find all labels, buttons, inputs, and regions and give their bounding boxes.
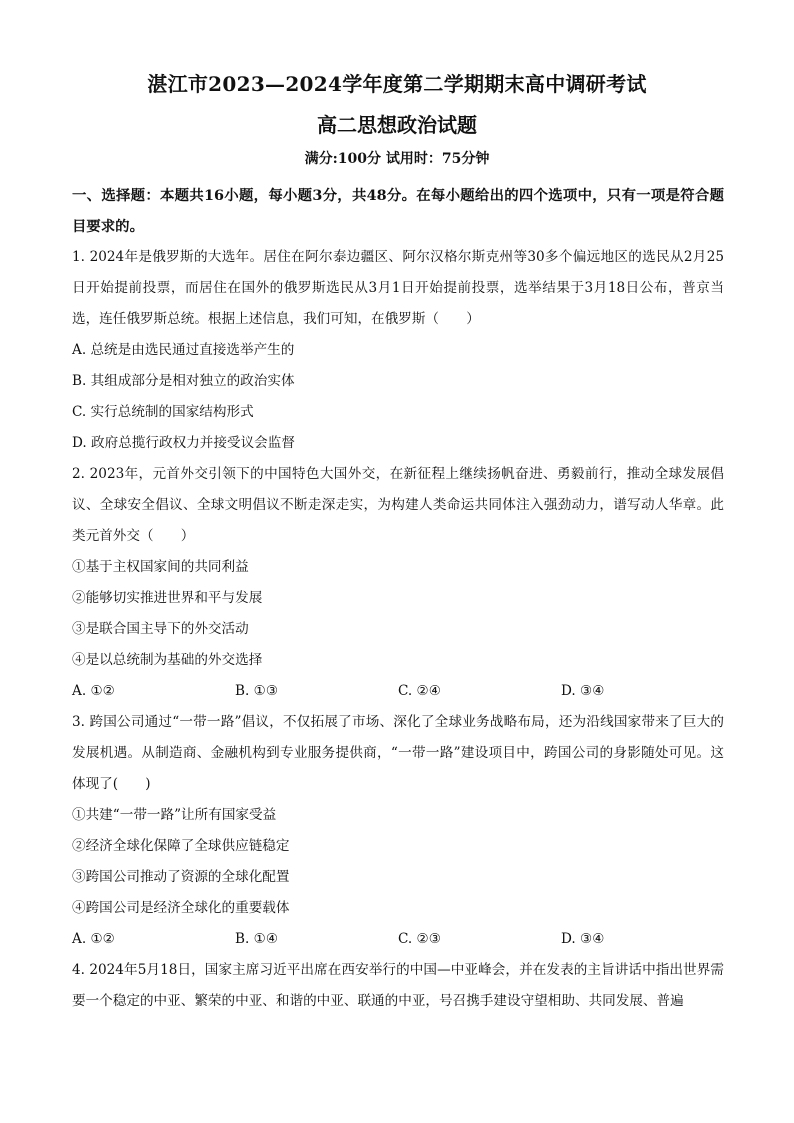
option-a: A. ①② [72, 931, 115, 947]
option-b: B. ①③ [235, 683, 279, 699]
option-d: D. ③④ [561, 683, 605, 699]
question-stem: 4. 2024年5月18日，国家主席习近平出席在西安举行的中国—中亚峰会，并在发表的主旨讲话中指出世界需要一个稳定的中亚、繁荣的中亚、和谐的中亚、联通的中亚，号召携手建设守望相助、共同发展、普遍 [72, 962, 724, 1009]
statement-4: ④跨国公司是经济全球化的重要载体 [72, 900, 290, 916]
statement-3: ③跨国公司推动了资源的全球化配置 [72, 869, 290, 885]
question-2 [72, 459, 724, 707]
option-a: A. 总统是由选民通过直接选举产生的 [72, 342, 295, 358]
statement-1: ①共建“一带一路”让所有国家受益 [72, 807, 277, 823]
statement-3: ③是联合国主导下的外交活动 [72, 621, 249, 637]
exam-title: 湛江市2023—2024学年度第二学期期末高中调研考试 [147, 72, 647, 96]
question-4 [72, 955, 724, 1017]
statement-1: ①基于主权国家间的共同利益 [72, 559, 249, 575]
option-d: D. 政府总揽行政权力并接受议会监督 [72, 435, 295, 451]
option-b: B. ①④ [235, 931, 279, 947]
option-c: C. ②③ [398, 931, 441, 947]
answer-options [72, 676, 724, 707]
option-c: C. ②④ [398, 683, 441, 699]
exam-info: 满分:100分 试用时：75分钟 [304, 151, 490, 167]
question-3 [72, 707, 724, 955]
option-c: C. 实行总统制的国家结构形式 [72, 404, 254, 420]
question-1 [72, 242, 724, 459]
question-stem: 1. 2024年是俄罗斯的大选年。居住在阿尔泰边疆区、阿尔汉格尔斯克州等30多个偏远地区的选民从2月25日开始提前投票，而居住在国外的俄罗斯选民从3月1日开始提前投票，选举结果于3月18日公布，普京当选，连任俄罗斯总统。根据上述信息，我们可知，在俄罗斯（ ） [72, 249, 724, 327]
exam-subject: 高二思想政治试题 [317, 113, 477, 137]
statement-4: ④是以总统制为基础的外交选择 [72, 652, 263, 668]
statement-2: ②能够切实推进世界和平与发展 [72, 590, 263, 606]
statement-2: ②经济全球化保障了全球供应链稳定 [72, 838, 290, 854]
question-stem: 2. 2023年，元首外交引领下的中国特色大国外交，在新征程上继续扬帆奋进、勇毅前行，推动全球发展倡议、全球安全倡议、全球文明倡议不断走深走实，为构建人类命运共同体注入强劲动力，谱写动人华章。此类元首外交（ ） [72, 466, 724, 544]
exam-body [72, 180, 724, 1017]
answer-options [72, 924, 724, 955]
question-stem: 3. 跨国公司通过“一带一路”倡议，不仅拓展了市场、深化了全球业务战略布局，还为沿线国家带来了巨大的发展机遇。从制造商、金融机构到专业服务提供商，“一带一路”建设项目中，跨国公司的身影随处可见。这体现了( ) [72, 714, 724, 792]
option-d: D. ③④ [561, 931, 605, 947]
option-a: A. ①② [72, 683, 115, 699]
option-b: B. 其组成部分是相对独立的政治实体 [72, 373, 295, 389]
section-heading: 一、选择题：本题共16小题，每小题3分，共48分。在每小题给出的四个选项中，只有一项是符合题目要求的。 [72, 187, 724, 235]
